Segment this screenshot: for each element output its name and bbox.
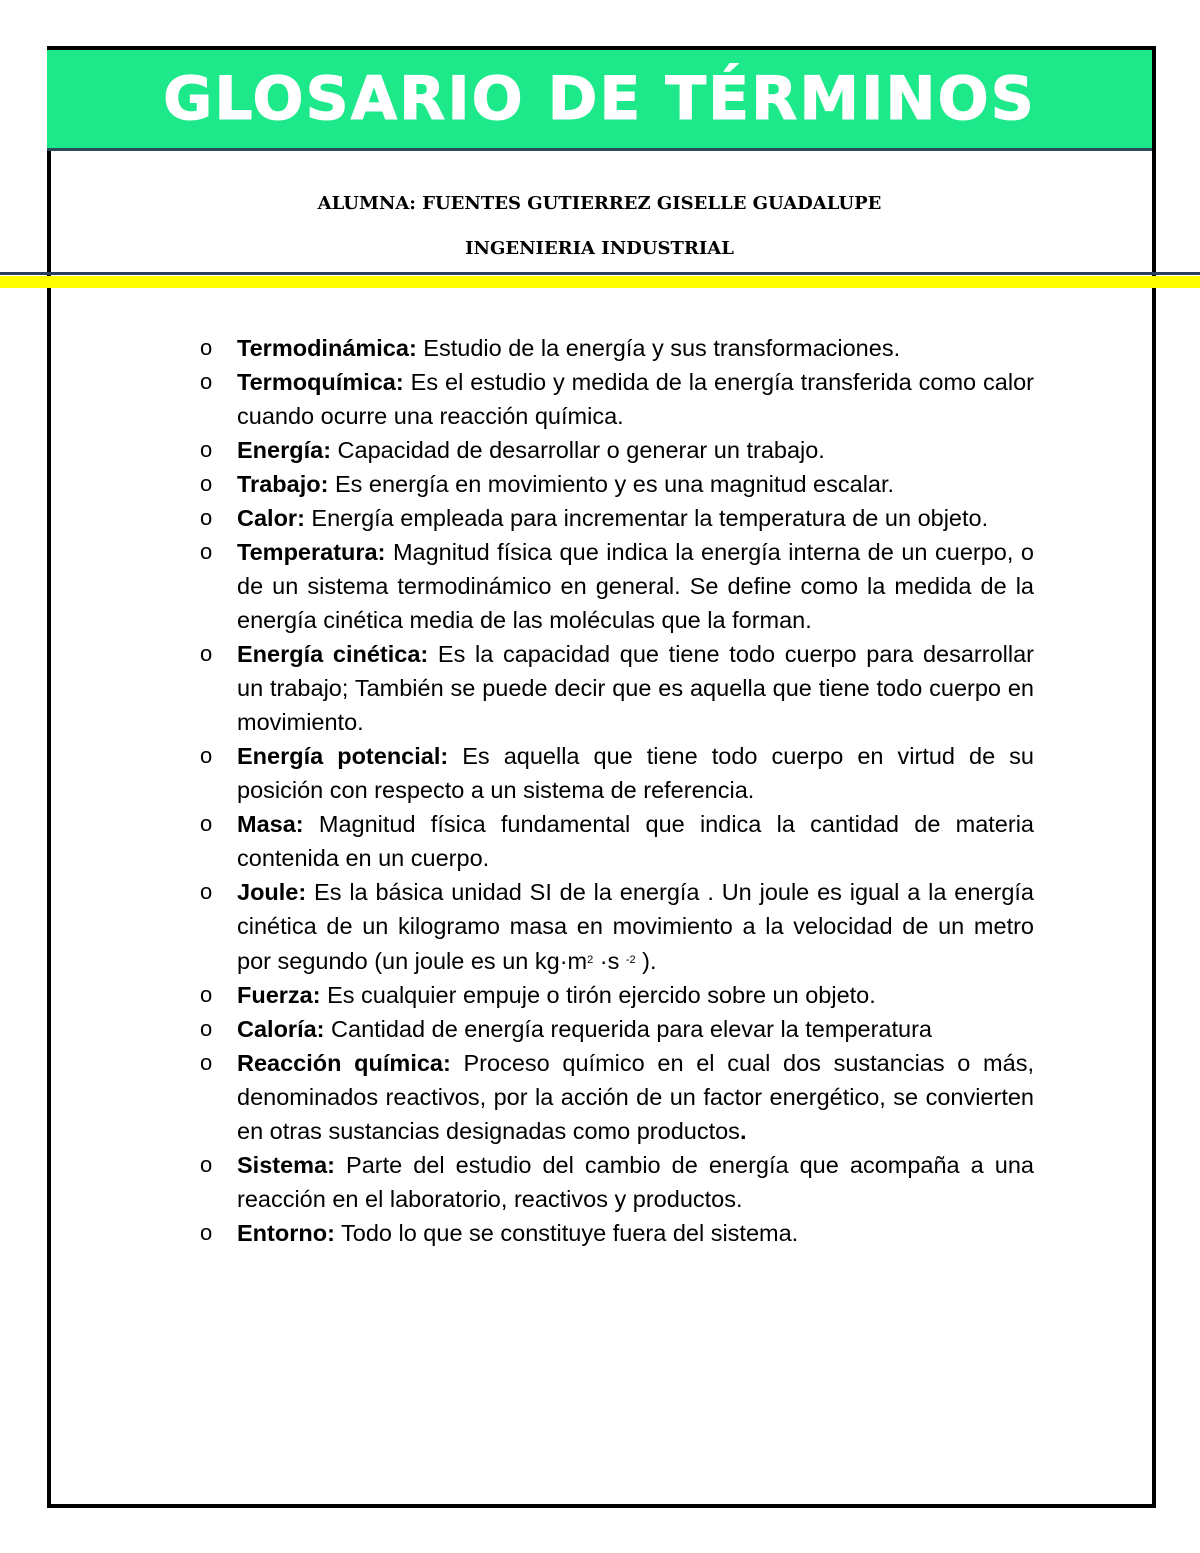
- glossary-definition-end: .: [739, 1118, 747, 1144]
- glossary-term: Entorno:: [237, 1220, 335, 1246]
- glossary-term: Calor:: [237, 505, 305, 531]
- exponent: -2: [625, 954, 636, 966]
- glossary-entry-termoquimica: [200, 365, 1034, 433]
- glossary-term: Trabajo:: [237, 471, 329, 497]
- bullet-icon: o: [200, 505, 213, 530]
- glossary-definition: Magnitud física que indica la energía interna de un cuerpo, o de un sistema termodinámico en general. Se define como la medida de la energía cinética media de las moléculas que la forman.: [237, 539, 1034, 633]
- career-name: INGENIERIA INDUSTRIAL: [465, 238, 734, 259]
- glossary-term: Sistema:: [237, 1152, 335, 1178]
- bullet-icon: o: [200, 437, 213, 462]
- glossary-definition: Cantidad de energía requerida para elevar la temperatura: [324, 1016, 932, 1042]
- glossary-entry-trabajo: [200, 467, 1034, 501]
- divider-stripe-dark: [0, 272, 1200, 275]
- glossary-definition: Es la básica unidad SI de la energía . Un joule es igual a la energía cinética de un kilogramo masa en movimiento a la velocidad de un metro por segundo (un joule es un kg·m: [237, 879, 1034, 974]
- glossary-definition-end: ).: [635, 948, 657, 974]
- student-name: ALUMNA: FUENTES GUTIERREZ GISELLE GUADALUPE: [317, 193, 882, 214]
- bullet-icon: o: [200, 335, 213, 360]
- glossary-definition: Estudio de la energía y sus transformaciones.: [416, 335, 901, 361]
- bullet-icon: o: [200, 1220, 213, 1245]
- glossary-list: [200, 331, 1034, 1250]
- glossary-term: Reacción química:: [237, 1050, 451, 1076]
- bullet-icon: o: [200, 1016, 213, 1041]
- glossary-entry-joule: [200, 875, 1034, 978]
- glossary-term: Termoquímica:: [237, 369, 404, 395]
- glossary-entry-calor: [200, 501, 1034, 535]
- glossary-definition-unit: ·s: [593, 948, 626, 974]
- glossary-term: Caloría:: [237, 1016, 325, 1042]
- bullet-icon: o: [200, 471, 213, 496]
- bullet-icon: o: [200, 743, 213, 768]
- glossary-entry-fuerza: [200, 978, 1034, 1012]
- exponent: 2: [587, 954, 594, 966]
- glossary-term: Temperatura:: [237, 539, 386, 565]
- glossary-entry-temperatura: [200, 535, 1034, 637]
- glossary-entry-sistema: [200, 1148, 1034, 1216]
- bullet-icon: o: [200, 982, 213, 1007]
- glossary-term: Fuerza:: [237, 982, 321, 1008]
- glossary-entry-energia-cinetica: [200, 637, 1034, 739]
- page-title: GLOSARIO DE TÉRMINOS: [163, 64, 1036, 134]
- bullet-icon: o: [200, 369, 213, 394]
- glossary-definition: Proceso químico en el cual dos sustancias o más, denominados reactivos, por la acción de un factor energético, se convierten en otras sustancias designadas como productos: [237, 1050, 1034, 1144]
- glossary-definition: Es energía en movimiento y es una magnitud escalar.: [328, 471, 895, 497]
- glossary-entry-entorno: [200, 1216, 1034, 1250]
- glossary-definition: Energía empleada para incrementar la temperatura de un objeto.: [304, 505, 989, 531]
- glossary-definition: Parte del estudio del cambio de energía que acompaña a una reacción en el laboratorio, reactivos y productos.: [237, 1152, 1034, 1212]
- title-banner: [47, 50, 1152, 151]
- bullet-icon: o: [200, 1152, 213, 1177]
- glossary-entry-reaccion-quimica: [200, 1046, 1034, 1148]
- glossary-term: Masa:: [237, 811, 304, 837]
- glossary-definition: Es cualquier empuje o tirón ejercido sobre un objeto.: [320, 982, 876, 1008]
- bullet-icon: o: [200, 1050, 213, 1075]
- bullet-icon: o: [200, 539, 213, 564]
- glossary-entry-caloria: [200, 1012, 1034, 1046]
- glossary-term: Energía:: [237, 437, 332, 463]
- glossary-definition: Capacidad de desarrollar o generar un trabajo.: [331, 437, 825, 463]
- bullet-icon: o: [200, 641, 213, 666]
- glossary-definition: Es la capacidad que tiene todo cuerpo para desarrollar un trabajo; También se puede decir que es aquella que tiene todo cuerpo en movimiento.: [237, 641, 1034, 735]
- glossary-definition: Es aquella que tiene todo cuerpo en virtud de su posición con respecto a un sistema de referencia.: [237, 743, 1035, 803]
- glossary-entry-energia: [200, 433, 1034, 467]
- glossary-definition: Es el estudio y medida de la energía transferida como calor cuando ocurre una reacción química.: [237, 369, 1034, 429]
- glossary-term: Energía cinética:: [237, 641, 429, 667]
- bullet-icon: o: [200, 811, 213, 836]
- glossary-entry-energia-potencial: [200, 739, 1034, 807]
- glossary-term: Joule:: [237, 879, 307, 905]
- divider-stripe-yellow: [0, 276, 1200, 288]
- bullet-icon: o: [200, 879, 213, 904]
- glossary-entry-termodinamica: [200, 331, 1034, 365]
- glossary-term: Termodinámica:: [237, 335, 417, 361]
- glossary-term: Energía potencial:: [237, 743, 449, 769]
- glossary-definition: Todo lo que se constituye fuera del sistema.: [334, 1220, 799, 1246]
- glossary-entry-masa: [200, 807, 1034, 875]
- glossary-definition: Magnitud física fundamental que indica la cantidad de materia contenida en un cuerpo.: [237, 811, 1034, 871]
